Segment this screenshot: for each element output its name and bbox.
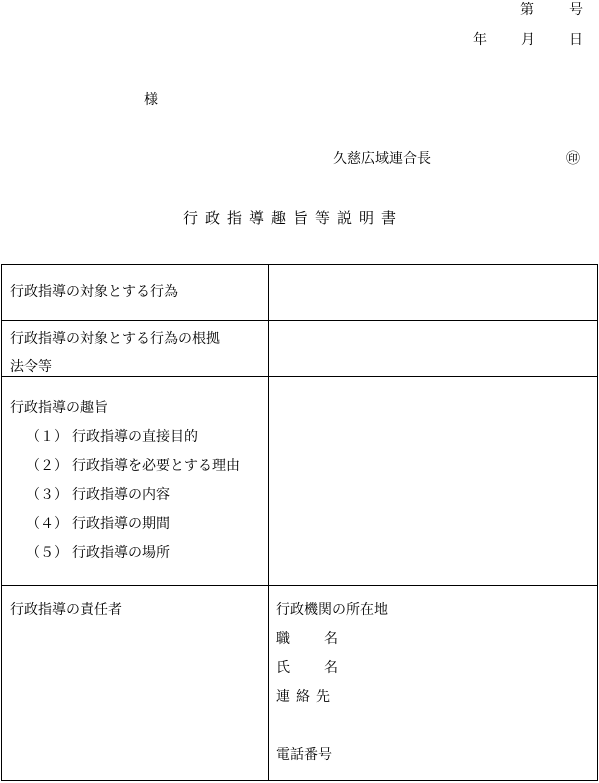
- table-border: [1, 320, 598, 321]
- number-go-label: 号: [569, 2, 583, 18]
- list-item: [10, 481, 240, 510]
- list-item: [10, 539, 240, 568]
- list-item: [10, 423, 240, 452]
- list-item-text: 行政指導の場所: [72, 545, 170, 561]
- date-year-label: 年: [473, 32, 487, 48]
- list-item-text: 行政指導を必要とする理由: [72, 458, 240, 474]
- list-item-number: （５）: [26, 545, 68, 561]
- table-border: [268, 264, 269, 781]
- issuer-name: 久慈広域連合長: [333, 151, 431, 167]
- phone-field: 電話番号: [276, 747, 332, 763]
- list-item-number: （３）: [26, 487, 68, 503]
- row1-label: 行政指導の対象とする行為: [10, 284, 178, 300]
- spacer: [276, 712, 388, 741]
- row2-label-line1: 行政指導の対象とする行為の根拠: [10, 331, 220, 347]
- list-item-text: 行政指導の内容: [72, 487, 170, 503]
- list-item-number: （２）: [26, 458, 68, 474]
- document-title: 行政指導趣旨等説明書: [183, 209, 404, 227]
- list-item-text: 行政指導の期間: [72, 516, 170, 532]
- table-border: [1, 264, 598, 265]
- table-border: [1, 780, 598, 781]
- row4-value-cell: [276, 596, 388, 770]
- row1-label-cell: [10, 278, 178, 306]
- date-day-label: 日: [569, 32, 583, 48]
- table-border: [1, 264, 2, 781]
- seal-mark: ㊞: [566, 151, 580, 167]
- date-month-label: 月: [521, 32, 535, 48]
- table-border: [597, 264, 598, 781]
- table-border: [1, 585, 598, 586]
- position-field: 職名: [276, 631, 372, 647]
- row3-label: 行政指導の趣旨: [10, 400, 108, 416]
- location-field: 行政機関の所在地: [276, 602, 388, 618]
- list-item-number: （４）: [26, 516, 68, 532]
- list-item: [10, 510, 240, 539]
- name-field: 氏名: [276, 660, 372, 676]
- row4-label-cell: [10, 596, 122, 624]
- list-item-number: （１）: [26, 429, 68, 445]
- number-dai-label: 第: [520, 2, 534, 18]
- contact-field: 連絡先: [276, 689, 336, 705]
- row2-label-line2: 法令等: [10, 359, 52, 375]
- row4-label: 行政指導の責任者: [10, 602, 122, 618]
- row3-label-cell: [10, 394, 240, 568]
- row2-label-cell: [10, 325, 220, 381]
- list-item-text: 行政指導の直接目的: [72, 429, 198, 445]
- list-item: [10, 452, 240, 481]
- addressee-suffix: 様: [144, 92, 158, 108]
